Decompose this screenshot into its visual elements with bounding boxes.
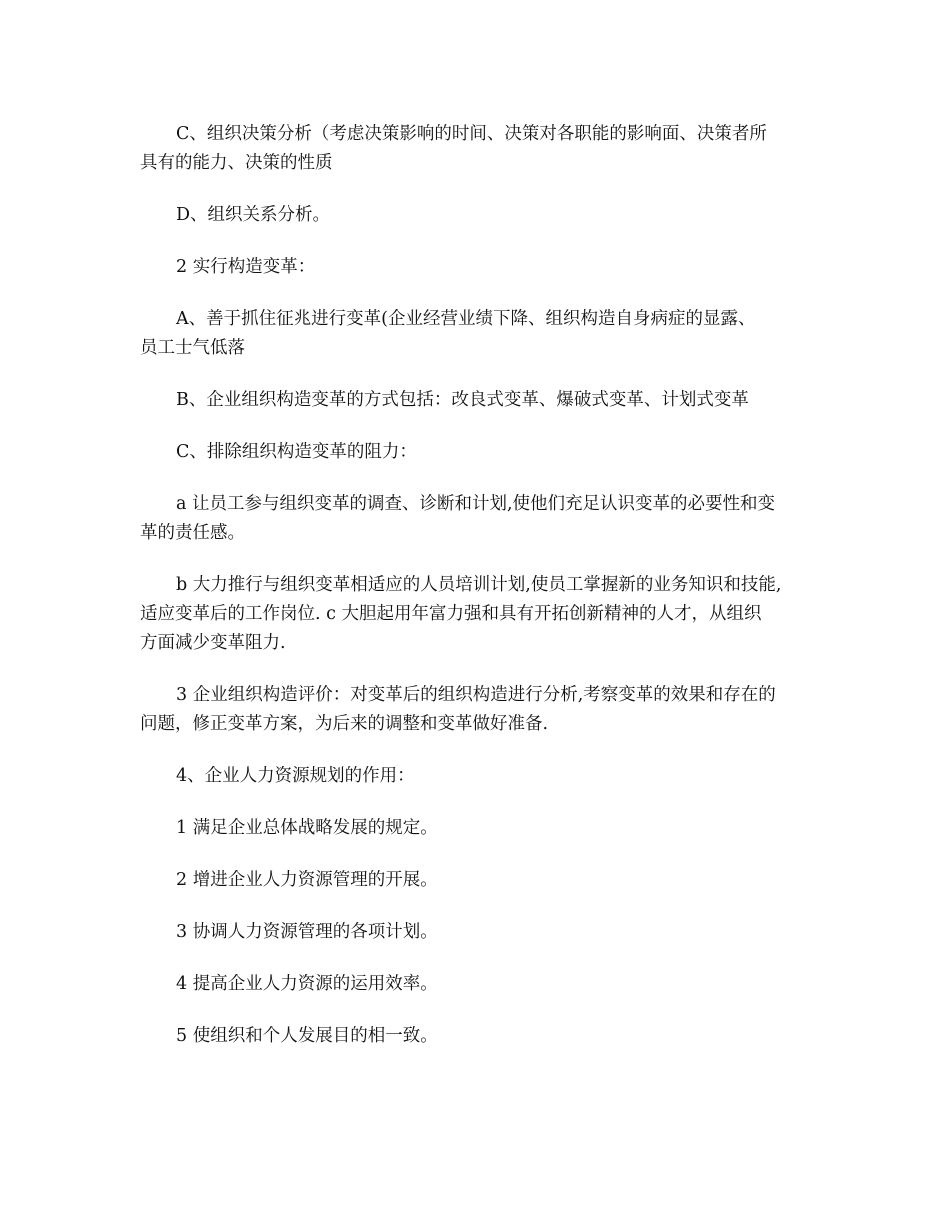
text-line: 问题，修正变革方案，为后来的调整和变革做好准备. bbox=[140, 714, 549, 734]
list-item-4 bbox=[140, 970, 820, 999]
text-line: B、企业组织构造变革的方式包括：改良式变革、爆破式变革、计划式变革 bbox=[176, 390, 749, 410]
paragraph-hr-planning-heading bbox=[140, 762, 820, 791]
text-line: 员工士气低落 bbox=[140, 338, 245, 358]
paragraph-training-plan bbox=[140, 571, 820, 658]
text-line: 适应变革后的工作岗位. c 大胆起用年富力强和具有开拓创新精神的人才，从组织 bbox=[140, 604, 762, 624]
text-line: 2 增进企业人力资源管理的开展。 bbox=[176, 870, 438, 890]
text-line: 1 满足企业总体战略发展的规定。 bbox=[176, 818, 438, 838]
text-line: D、组织关系分析。 bbox=[176, 205, 331, 225]
text-line: 4 提高企业人力资源的运用效率。 bbox=[176, 974, 438, 994]
text-line: 4、企业人力资源规划的作用： bbox=[176, 766, 415, 786]
text-line: a 让员工参与组织变革的调查、诊断和计划,使他们充足认识变革的必要性和变 bbox=[176, 494, 776, 514]
text-line: C、排除组织构造变革的阻力： bbox=[176, 442, 417, 462]
text-line: 革的责任感。 bbox=[140, 523, 245, 543]
list-item-5 bbox=[140, 1022, 820, 1051]
document-body bbox=[140, 120, 820, 1074]
paragraph-employee-participation bbox=[140, 490, 820, 548]
list-item-2 bbox=[140, 866, 820, 895]
text-line: C、组织决策分析（考虑决策影响的时间、决策对各职能的影响面、决策者所 bbox=[176, 124, 767, 144]
text-line: b 大力推行与组织变革相适应的人员培训计划,使员工掌握新的业务知识和技能, bbox=[176, 575, 782, 595]
text-line: 3 企业组织构造评价：对变革后的组织构造进行分析,考察变革的效果和存在的 bbox=[176, 685, 776, 705]
list-item-1 bbox=[140, 814, 820, 843]
paragraph-decision-analysis bbox=[140, 120, 820, 178]
paragraph-relationship-analysis bbox=[140, 201, 820, 230]
paragraph-reform-signs bbox=[140, 305, 820, 363]
paragraph-reform-methods bbox=[140, 386, 820, 415]
paragraph-remove-resistance bbox=[140, 438, 820, 467]
paragraph-structure-reform-heading bbox=[140, 253, 820, 282]
text-line: 5 使组织和个人发展目的相一致。 bbox=[176, 1026, 438, 1046]
text-line: 方面减少变革阻力. bbox=[140, 633, 286, 653]
text-line: 2 实行构造变革： bbox=[176, 257, 316, 277]
list-item-3 bbox=[140, 918, 820, 947]
text-line: 3 协调人力资源管理的各项计划。 bbox=[176, 922, 438, 942]
paragraph-structure-evaluation bbox=[140, 681, 820, 739]
text-line: A、善于抓住征兆进行变革(企业经营业绩下降、组织构造自身病症的显露、 bbox=[176, 309, 756, 329]
text-line: 具有的能力、决策的性质 bbox=[140, 153, 333, 173]
